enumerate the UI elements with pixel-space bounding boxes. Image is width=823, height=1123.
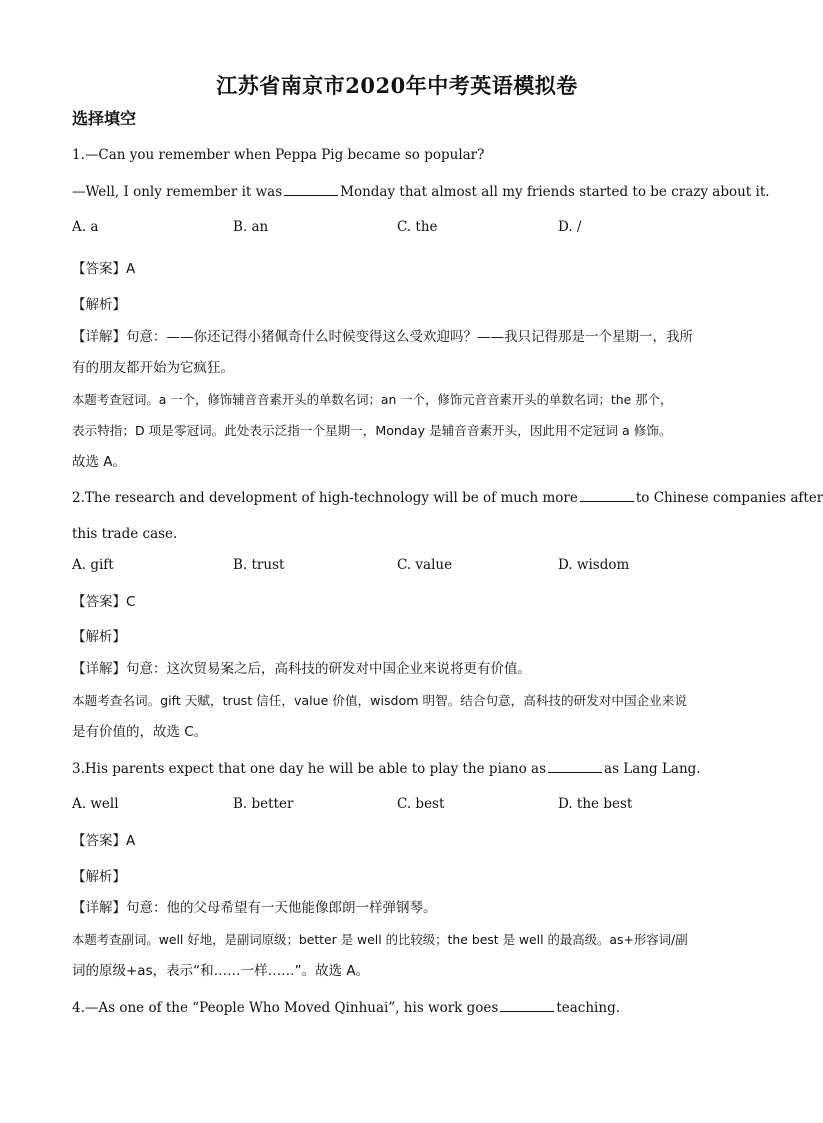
q2-stem-part1: 2.The research and development of high-technology will be of much more	[72, 490, 578, 506]
q3-blank	[548, 758, 602, 773]
detail-label: 【详解】	[72, 900, 126, 916]
q2-stem-part2: to Chinese companies after	[635, 490, 823, 506]
q1-answer	[72, 259, 135, 279]
q4-stem-part1: 4.—As one of the “People Who Moved Qinhuai”, his work goes	[72, 1000, 499, 1016]
q1-stem-part2: Monday that almost all my friends started to be crazy about it.	[340, 184, 770, 200]
q1-detail-line2: 有的朋友都开始为它疯狂。	[72, 360, 234, 376]
q1-detail-line3: 本题考查冠词。a 一个，修饰辅音音素开头的单数名词；an 一个，修饰元音音素开头的单数名词；the 那个，	[72, 392, 673, 407]
q1-blank	[284, 181, 338, 196]
section-heading: 选择填空	[72, 109, 137, 128]
q2-stem-line1	[72, 487, 823, 508]
q2-blank	[580, 487, 634, 502]
q4-stem-part2: teaching.	[556, 1000, 621, 1016]
q2-detail-line3: 是有价值的，故选 C。	[72, 724, 208, 740]
q2-detail-text1: 句意：这次贸易案之后，高科技的研发对中国企业来说将更有价值。	[126, 661, 531, 677]
answer-label: 【答案】	[72, 261, 126, 277]
q2-option-c: C. value	[397, 557, 453, 573]
q2-option-a: A. gift	[72, 557, 114, 573]
q3-detail-line3: 词的原级+as，表示“和……一样……”。故选 A。	[72, 963, 370, 979]
answer-label: 【答案】	[72, 833, 126, 849]
q3-detail-line1	[72, 898, 437, 918]
q1-option-d: D. /	[558, 219, 582, 235]
page-title: 江苏省南京市2020年中考英语模拟卷	[216, 73, 578, 98]
q3-option-b: B. better	[233, 796, 294, 812]
q1-detail-line5: 故选 A。	[72, 454, 127, 470]
q2-option-b: B. trust	[233, 557, 285, 573]
q4-stem-line1	[72, 997, 620, 1018]
q3-detail-text1: 句意：他的父母希望有一天他能像郎朗一样弹钢琴。	[126, 900, 437, 916]
q1-detail-line1	[72, 327, 693, 347]
q1-option-b: B. an	[233, 219, 269, 235]
q1-detail-line4: 表示特指；D 项是零冠词。此处表示泛指一个星期一，Monday 是辅音音素开头，因此用不定冠词 a 修饰。	[72, 423, 672, 438]
answer-label: 【答案】	[72, 594, 126, 610]
detail-label: 【详解】	[72, 329, 126, 345]
q2-option-d: D. wisdom	[558, 557, 630, 573]
q3-detail-line2: 本题考查副词。well 好地，是副词原级；better 是 well 的比较级；the best 是 well 的最高级。as+形容词/副	[72, 932, 688, 947]
detail-label: 【详解】	[72, 661, 126, 677]
q3-answer	[72, 831, 135, 851]
q3-stem-line1	[72, 758, 701, 779]
q3-option-d: D. the best	[558, 796, 633, 812]
q2-answer-value: C	[126, 594, 136, 610]
q1-stem-part1: —Well, I only remember it was	[72, 184, 283, 200]
q4-blank	[500, 997, 554, 1012]
q1-stem-line1: 1.—Can you remember when Peppa Pig became so popular?	[72, 147, 485, 163]
q3-option-a: A. well	[72, 796, 119, 812]
q1-option-a: A. a	[72, 219, 99, 235]
q2-analysis-label: 【解析】	[72, 629, 126, 645]
q1-stem-line2	[72, 181, 770, 202]
q3-analysis-label: 【解析】	[72, 869, 126, 885]
q3-stem-part1: 3.His parents expect that one day he will be able to play the piano as	[72, 761, 547, 777]
q2-detail-line1	[72, 659, 531, 679]
q2-stem-line2: this trade case.	[72, 526, 178, 542]
q1-analysis-label: 【解析】	[72, 297, 126, 313]
q3-stem-part2: as Lang Lang.	[604, 761, 701, 777]
q3-option-c: C. best	[397, 796, 445, 812]
q2-detail-line2: 本题考查名词。gift 天赋，trust 信任，value 价值，wisdom 明智。结合句意，高科技的研发对中国企业来说	[72, 693, 687, 708]
q1-answer-value: A	[126, 261, 136, 277]
q2-answer	[72, 592, 135, 612]
q1-detail-text1: 句意：——你还记得小猪佩奇什么时候变得这么受欢迎吗？——我只记得那是一个星期一，我所	[126, 329, 693, 345]
q1-option-c: C. the	[397, 219, 438, 235]
q3-answer-value: A	[126, 833, 136, 849]
